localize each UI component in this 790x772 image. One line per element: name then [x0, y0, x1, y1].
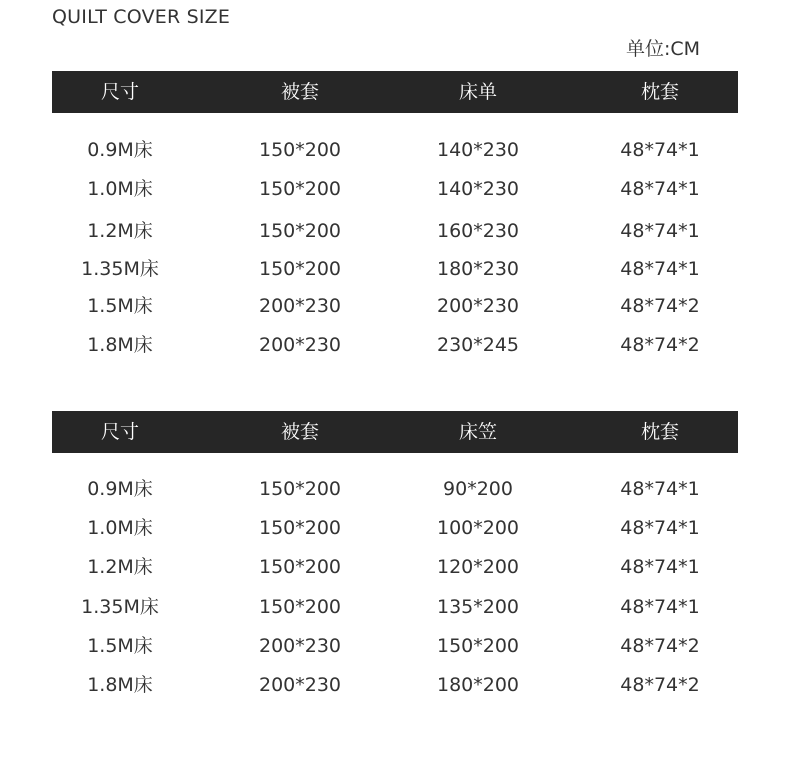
cell-pillowcase: 48*74*2	[620, 295, 700, 317]
cell-fitted-sheet: 100*200	[436, 517, 520, 539]
cell-pillowcase: 48*74*1	[620, 517, 700, 539]
table-row	[52, 291, 738, 321]
cell-fitted-sheet: 120*200	[436, 556, 520, 578]
table-row	[52, 670, 738, 700]
header-fitted-sheet: 床笠	[458, 421, 497, 443]
cell-pillowcase: 48*74*1	[620, 556, 700, 578]
cell-bed-sheet: 140*230	[436, 139, 520, 161]
header-bed-sheet: 床单	[458, 81, 497, 103]
cell-quilt-cover: 150*200	[258, 596, 342, 618]
cell-size: 0.9M床	[87, 478, 153, 500]
table-row	[52, 552, 738, 582]
cell-quilt-cover: 200*230	[258, 674, 342, 696]
cell-size: 1.0M床	[87, 178, 153, 200]
cell-pillowcase: 48*74*1	[620, 220, 700, 242]
cell-quilt-cover: 150*200	[258, 556, 342, 578]
unit-label: 单位:CM	[626, 38, 701, 60]
table-row	[52, 174, 738, 204]
cell-bed-sheet: 180*230	[436, 258, 520, 280]
table-row	[52, 254, 738, 284]
header-quilt-cover: 被套	[280, 421, 319, 443]
cell-pillowcase: 48*74*1	[620, 478, 700, 500]
cell-size: 1.35M床	[81, 596, 159, 618]
table-header	[52, 411, 738, 453]
cell-size: 1.5M床	[87, 295, 153, 317]
header-quilt-cover: 被套	[280, 81, 319, 103]
cell-quilt-cover: 150*200	[258, 139, 342, 161]
page-title: QUILT COVER SIZE	[52, 6, 231, 28]
cell-fitted-sheet: 180*200	[436, 674, 520, 696]
table-row	[52, 135, 738, 165]
size-table-quilt-sheet	[52, 71, 738, 356]
cell-bed-sheet: 140*230	[436, 178, 520, 200]
cell-pillowcase: 48*74*2	[620, 635, 700, 657]
cell-bed-sheet: 160*230	[436, 220, 520, 242]
cell-size: 1.35M床	[81, 258, 159, 280]
cell-fitted-sheet: 150*200	[436, 635, 520, 657]
cell-size: 1.8M床	[87, 334, 153, 356]
cell-pillowcase: 48*74*1	[620, 596, 700, 618]
table-header	[52, 71, 738, 113]
table-row	[52, 631, 738, 661]
cell-size: 1.5M床	[87, 635, 153, 657]
cell-bed-sheet: 230*245	[436, 334, 520, 356]
table-row	[52, 330, 738, 360]
cell-quilt-cover: 200*230	[258, 635, 342, 657]
header-size: 尺寸	[100, 421, 139, 443]
table-row	[52, 513, 738, 543]
cell-quilt-cover: 150*200	[258, 478, 342, 500]
cell-pillowcase: 48*74*2	[620, 674, 700, 696]
cell-size: 1.2M床	[87, 556, 153, 578]
table-row	[52, 592, 738, 622]
table-row	[52, 474, 738, 504]
cell-size: 1.8M床	[87, 674, 153, 696]
cell-quilt-cover: 200*230	[258, 334, 342, 356]
cell-pillowcase: 48*74*1	[620, 258, 700, 280]
size-table-quilt-fitted-sheet	[52, 411, 738, 696]
cell-pillowcase: 48*74*2	[620, 334, 700, 356]
cell-pillowcase: 48*74*1	[620, 139, 700, 161]
cell-fitted-sheet: 90*200	[443, 478, 513, 500]
cell-size: 1.2M床	[87, 220, 153, 242]
cell-quilt-cover: 150*200	[258, 517, 342, 539]
cell-size: 0.9M床	[87, 139, 153, 161]
cell-fitted-sheet: 135*200	[436, 596, 520, 618]
cell-quilt-cover: 150*200	[258, 178, 342, 200]
cell-size: 1.0M床	[87, 517, 153, 539]
header-pillowcase: 枕套	[640, 421, 679, 443]
cell-quilt-cover: 150*200	[258, 220, 342, 242]
cell-bed-sheet: 200*230	[436, 295, 520, 317]
cell-quilt-cover: 150*200	[258, 258, 342, 280]
cell-pillowcase: 48*74*1	[620, 178, 700, 200]
header-size: 尺寸	[100, 81, 139, 103]
cell-quilt-cover: 200*230	[258, 295, 342, 317]
table-row	[52, 216, 738, 246]
header-pillowcase: 枕套	[640, 81, 679, 103]
